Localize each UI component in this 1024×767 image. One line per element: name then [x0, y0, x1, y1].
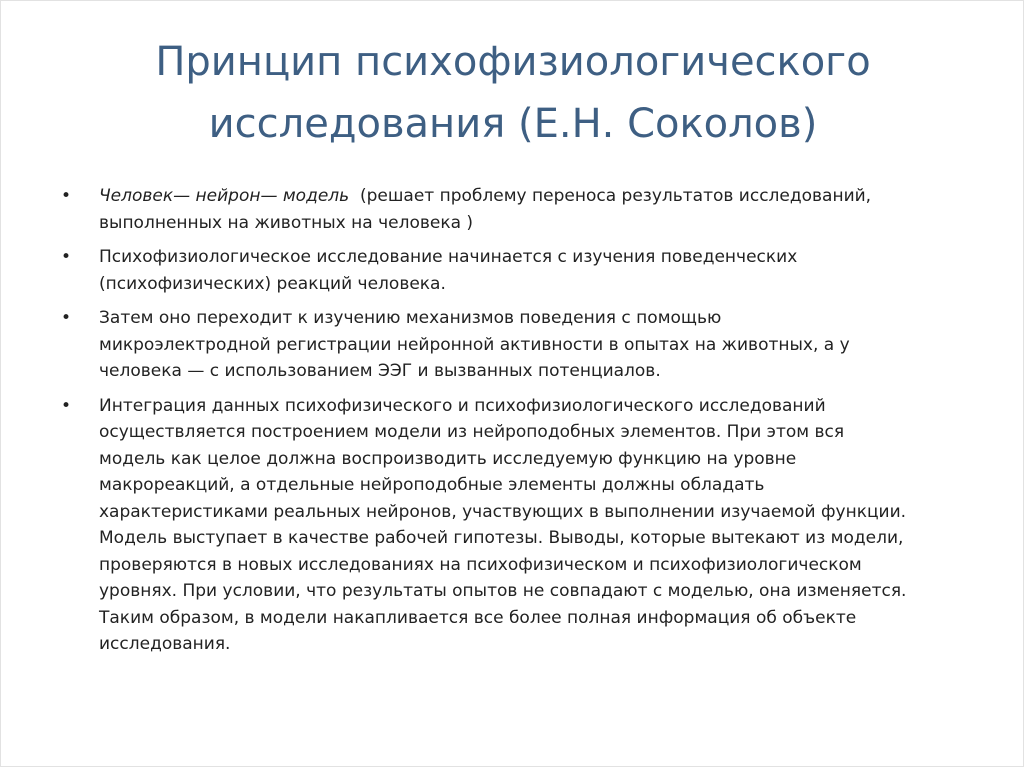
bullet-item [61, 244, 981, 297]
bullet-marker: • [61, 395, 72, 416]
bullet-line: уровнях. При условии, что результаты опытов не совпадают с моделью, она изменяется. [99, 581, 907, 601]
bullet-line: Интеграция данных психофизического и психофизиологического исследований [99, 395, 826, 416]
bullet-line: макрореакций, а отдельные нейроподобные элементы должны обладать [99, 475, 765, 495]
bullet-line: исследования. [99, 634, 231, 654]
bullet-line: характеристиками реальных нейронов, участвующих в выполнении изучаемой функции. [99, 501, 907, 522]
bullet-item [61, 393, 981, 658]
bullet-line: модель как целое должна воспроизводить исследуемую функцию на уровне [99, 448, 797, 469]
bullet-line: Затем оно переходит к изучению механизмов поведения с помощью [99, 308, 722, 328]
bullet-item [61, 183, 981, 236]
bullet-line: проверяются в новых исследованиях на психофизическом и психофизиологическом [99, 554, 862, 575]
bullet-item [61, 305, 981, 385]
bullet-line: Таким образом, в модели накапливается все более полная информация об объекте [99, 607, 857, 628]
bullet-marker: • [61, 186, 72, 206]
bullet-marker: • [61, 247, 72, 267]
bullet-line: человека — с использованием ЭЭГ и вызванных потенциалов. [99, 361, 661, 381]
italic-text: Человек— нейрон— модель [99, 186, 350, 206]
bullet-line: выполненных на животных на человека ) [99, 212, 474, 233]
bullet-line: микроэлектродной регистрации нейронной активности в опытах на животных, а у [99, 334, 850, 355]
bullet-line [99, 183, 981, 210]
bullet-list [61, 183, 981, 666]
title-line: Принцип психофизиологического [155, 39, 871, 85]
bullet-line: Модель выступает в качестве рабочей гипотезы. Выводы, которые вытекают из модели, [99, 528, 904, 548]
slide-title [41, 31, 985, 155]
bullet-marker: • [61, 308, 72, 328]
bullet-line: Психофизиологическое исследование начинается с изучения поведенческих [99, 247, 798, 267]
bullet-text: (решает проблему переноса результатов исследований, [349, 186, 872, 206]
bullet-line: осуществляется построением модели из нейроподобных элементов. При этом вся [99, 422, 845, 442]
bullet-line: (психофизических) реакций человека. [99, 273, 446, 294]
title-line: исследования (Е.Н. Соколов) [208, 101, 818, 147]
